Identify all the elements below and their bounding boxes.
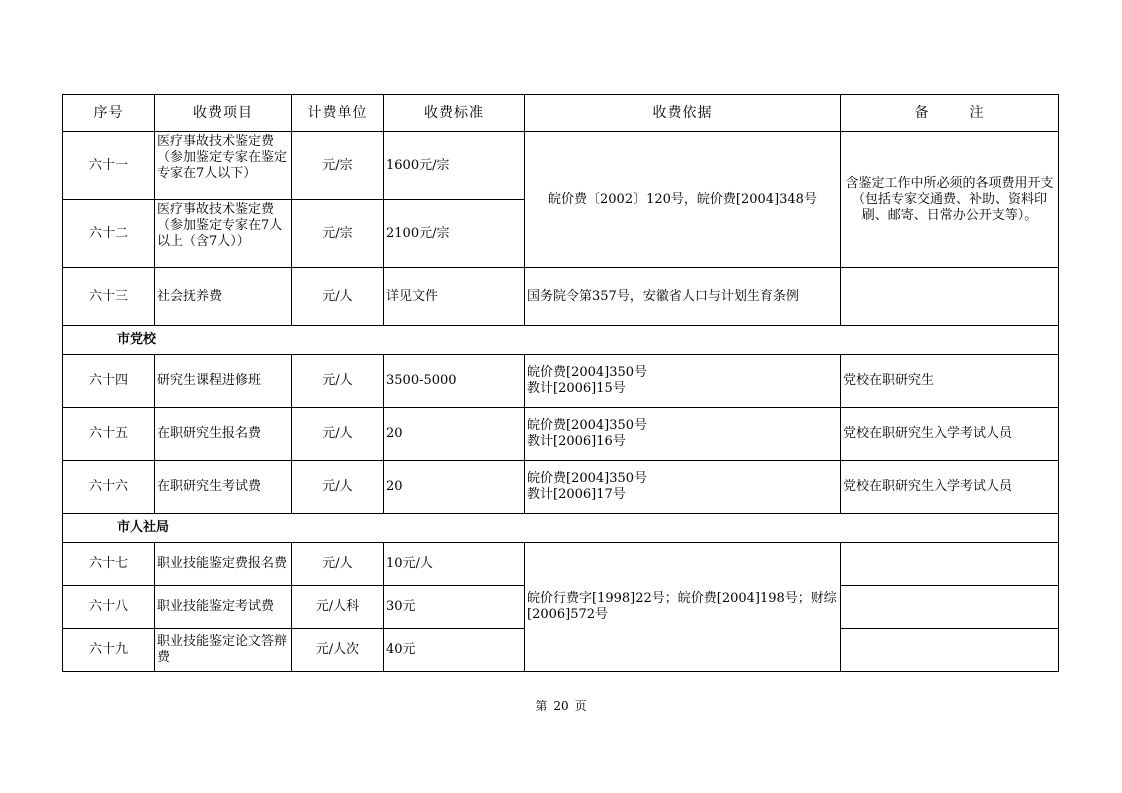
table-header-row	[63, 95, 1059, 132]
table-row	[63, 268, 1059, 326]
item-cell: 在职研究生报名费	[155, 408, 292, 461]
footer-prefix: 第	[535, 699, 548, 713]
header-remark-2: 注	[969, 105, 985, 121]
item-cell: 研究生课程进修班	[155, 355, 292, 408]
unit-cell: 元/宗	[292, 200, 384, 268]
remark-cell: 党校在职研究生	[841, 355, 1059, 408]
remark-cell	[841, 268, 1059, 326]
unit-cell: 元/人	[292, 543, 384, 586]
standard-cell: 10元/人	[384, 543, 525, 586]
item-cell	[155, 200, 292, 268]
item-cell: 社会抚养费	[155, 268, 292, 326]
unit-cell: 元/宗	[292, 132, 384, 200]
section-row	[63, 326, 1059, 355]
standard-cell: 2100元/宗	[384, 200, 525, 268]
remark-cell: 党校在职研究生入学考试人员	[841, 408, 1059, 461]
basis-cell: 皖价费〔2002〕120号，皖价费[2004]348号	[525, 132, 841, 268]
unit-cell: 元/人	[292, 461, 384, 514]
standard-cell: 1600元/宗	[384, 132, 525, 200]
remark-cell: 含鉴定工作中所必须的各项费用开支（包括专家交通费、补助、资料印刷、邮寄、日常办公开支等）。	[841, 132, 1059, 268]
seq-cell: 六十五	[63, 408, 155, 461]
basis-cell: 皖价费[2004]350号 教计[2006]17号	[525, 461, 841, 514]
basis-cell: 皖价费[2004]350号 教计[2006]15号	[525, 355, 841, 408]
standard-cell: 详见文件	[384, 268, 525, 326]
page-number: 20	[553, 699, 569, 713]
unit-cell: 元/人次	[292, 629, 384, 672]
section-title: 市人社局	[63, 514, 1059, 543]
item-text: 医疗事故技术鉴定费（参加鉴定专家在鉴定专家在7人以下）	[157, 133, 288, 181]
header-seq: 序号	[63, 95, 155, 132]
unit-cell: 元/人	[292, 355, 384, 408]
item-cell: 职业技能鉴定考试费	[155, 586, 292, 629]
item-text: 医疗事故技术鉴定费（参加鉴定专家在7人以上（含7人））	[157, 201, 283, 249]
seq-cell: 六十七	[63, 543, 155, 586]
page-footer	[0, 697, 1122, 714]
seq-cell: 六十八	[63, 586, 155, 629]
seq-cell: 六十九	[63, 629, 155, 672]
section-row	[63, 514, 1059, 543]
standard-cell: 20	[384, 461, 525, 514]
table-row	[63, 355, 1059, 408]
unit-cell: 元/人	[292, 408, 384, 461]
standard-cell: 20	[384, 408, 525, 461]
header-standard: 收费标准	[384, 95, 525, 132]
table-row	[63, 461, 1059, 514]
header-basis: 收费依据	[525, 95, 841, 132]
table-row	[63, 408, 1059, 461]
header-item: 收费项目	[155, 95, 292, 132]
item-cell: 职业技能鉴定论文答辩费	[155, 629, 292, 672]
seq-cell: 六十六	[63, 461, 155, 514]
section-title: 市党校	[63, 326, 1059, 355]
basis-cell: 皖价费[2004]350号 教计[2006]16号	[525, 408, 841, 461]
header-unit: 计费单位	[292, 95, 384, 132]
unit-cell: 元/人科	[292, 586, 384, 629]
standard-cell: 3500-5000	[384, 355, 525, 408]
header-remark-1: 备	[914, 105, 930, 121]
seq-cell: 六十二	[63, 200, 155, 268]
table-row	[63, 132, 1059, 200]
seq-cell: 六十三	[63, 268, 155, 326]
remark-cell	[841, 543, 1059, 586]
table-row	[63, 543, 1059, 586]
fee-table	[62, 94, 1059, 672]
seq-cell: 六十一	[63, 132, 155, 200]
unit-cell: 元/人	[292, 268, 384, 326]
footer-suffix: 页	[574, 699, 587, 713]
standard-cell: 40元	[384, 629, 525, 672]
remark-cell: 党校在职研究生入学考试人员	[841, 461, 1059, 514]
basis-cell: 国务院令第357号，安徽省人口与计划生育条例	[525, 268, 841, 326]
standard-cell: 30元	[384, 586, 525, 629]
seq-cell: 六十四	[63, 355, 155, 408]
remark-cell	[841, 586, 1059, 629]
remark-cell	[841, 629, 1059, 672]
item-cell: 在职研究生考试费	[155, 461, 292, 514]
item-cell: 职业技能鉴定费报名费	[155, 543, 292, 586]
basis-cell: 皖价行费字[1998]22号；皖价费[2004]198号；财综[2006]572号	[525, 543, 841, 672]
item-cell	[155, 132, 292, 200]
header-remark	[841, 95, 1059, 132]
